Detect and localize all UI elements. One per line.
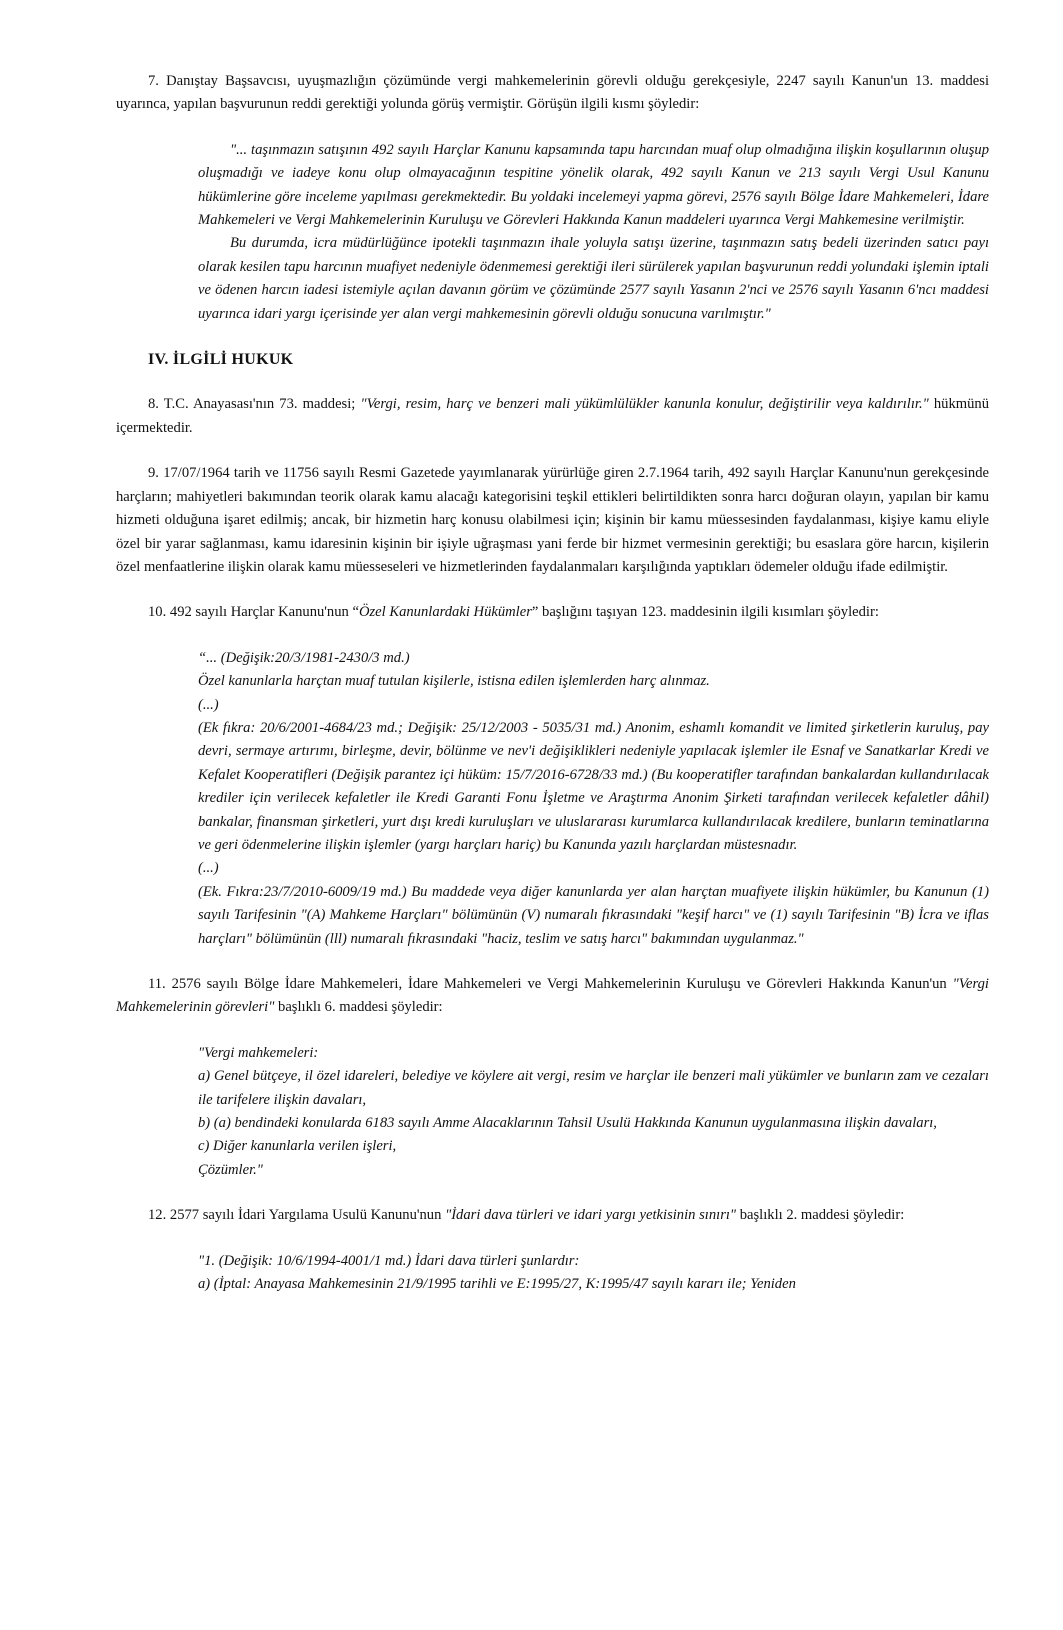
quote-danistay <box>116 139 989 326</box>
quote-line: (...) <box>198 696 219 713</box>
paragraph-10-before: 10. 492 sayılı Harçlar Kanunu'nun “ <box>148 604 359 621</box>
paragraph-9 <box>116 462 989 579</box>
paragraph-12-after: başlıklı 2. maddesi şöyledir: <box>736 1207 905 1224</box>
quote-line: (Ek. Fıkra:23/7/2010-6009/19 md.) Bu maddede veya diğer kanunlarda yer alan harçtan muafiyete ilişkin hükümler, bu Kanunun (1) sayılı Tarifesinin "(A) Mahkeme Harçları" bölümünün (V) numaralı fıkrasındaki "keşif harcı" ve (1) sayılı Tarifesinin "B) İcra ve iflas harçları" bölümünün (lll) numaralı fıkrasındaki "haciz, teslim ve satış harcı" bakımından uygulanmaz." <box>198 883 989 947</box>
paragraph-11-after: başlıklı 6. maddesi şöyledir: <box>274 999 443 1016</box>
quote-line: a) (İptal: Anayasa Mahkemesinin 21/9/1995 tarihli ve E:1995/27, K:1995/47 sayılı kararı ile; Yeniden <box>198 1276 796 1293</box>
quote-line: a) Genel bütçeye, il özel idareleri, belediye ve köylere ait vergi, resim ve harçlar ile benzeri mali yükümler ve bunların zam ve cezaları ile tarifelere ilişkin davaları, <box>198 1068 989 1108</box>
paragraph-7-text: 7. Danıştay Başsavcısı, uyuşmazlığın çözümünde vergi mahkemelerinin görevli olduğu gerekçesiyle, 2247 sayılı Kanun'un 13. maddesi uyarınca, yapılan başvurunun reddi gerektiği yolunda görüş vermiştir. Görüşün ilgili kısmı şöyledir: <box>116 73 989 113</box>
quote-line: Özel kanunlarla harçtan muaf tutulan kişilerle, istisna edilen işlemlerden harç alınmaz. <box>198 673 710 690</box>
paragraph-8-before: 8. T.C. Anayasası'nın 73. maddesi; <box>148 396 361 413</box>
paragraph-10 <box>116 601 989 951</box>
paragraph-12 <box>116 1204 989 1296</box>
paragraph-11 <box>116 973 989 1182</box>
quote-line: "Vergi mahkemeleri: <box>198 1044 319 1061</box>
paragraph-8-quote: "Vergi, resim, harç ve benzeri mali yükümlülükler kanunla konulur, değiştirilir veya kaldırılır." <box>360 396 929 413</box>
paragraph-8-after: hükmünü içermektedir. <box>116 396 990 436</box>
quote-line: “... (Değişik:20/3/1981-2430/3 md.) <box>198 649 410 666</box>
quote-danistay-part1: "... taşınmazın satışının 492 sayılı Harçlar Kanunu kapsamında tapu harcından muaf olup olmadığına ilişkin koşullarının oluşup oluşmadığı ve iadeye konu olup olmayacağının tespitine yönelik olarak, 492 sayılı Kanun ve 213 sayılı Vergi Usul Kanunu hükümlerine göre inceleme yapılması gerekmektedir. Bu yoldaki incelemeyi yapma görevi, 2576 sayılı Bölge İdare Mahkemeleri, İdare Mahkemeleri ve Vergi Mahkemelerinin Kuruluşu ve Görevleri Hakkında Kanun maddeleri uyarınca Vergi Mahkemesine verilmiştir. <box>198 141 989 229</box>
paragraph-11-title: "Vergi Mahkemelerinin görevleri" <box>116 976 989 1016</box>
section-heading: IV. İLGİLİ HUKUK <box>148 351 294 369</box>
quote-2577-article-2 <box>116 1250 989 1297</box>
quote-line: (Ek fıkra: 20/6/2001-4684/23 md.; Değişik: 25/12/2003 - 5035/31 md.) Anonim, eshamlı komandit ve limited şirketlerin kuruluş, pay devri, sermaye artırımı, birleşme, devir, bölünme ve nev'i değişiklikleri nedeniyle yapılacak işlemler ile Esnaf ve Sanatkarlar Kredi ve Kefalet Kooperatifleri (Değişik parantez içi hüküm: 15/7/2016-6728/33 md.) (Bu kooperatifler tarafından bankalardan kullandırılacak krediler için verilecek kefaletler ile Kredi Garanti Fonu İşletme ve Araştırma Anonim Şirketi tarafından verilecek kefaletler dâhil) bankalar, finansman şirketleri, yurt dışı kredi kuruluşları ve uluslararası kurumlarca kullandırılacak kredilere, bunların teminatlarına ve geri ödenmelerine ilişkin işlemler (yargı harçları hariç) bu Kanunda yazılı harçlardan müstesnadır. <box>198 719 989 853</box>
paragraph-11-before: 11. 2576 sayılı Bölge İdare Mahkemeleri, İdare Mahkemeleri ve Vergi Mahkemelerinin Kuruluşu ve Görevleri Hakkında Kanun'un <box>148 976 953 992</box>
quote-line: c) Diğer kanunlarla verilen işleri, <box>198 1138 397 1155</box>
paragraph-9-text: 9. 17/07/1964 tarih ve 11756 sayılı Resmi Gazetede yayımlanarak yürürlüğe giren 2.7.1964 tarih, 492 sayılı Harçlar Kanunu'nun gerekçesinde harçların; mahiyetleri bakımından teorik olarak kamu alacağı kategorisini teşkil ettikleri belirtildikten sonra harcı doğuran olayın, yapılan bir kamu hizmeti olduğuna işaret edilmiş; ancak, bir hizmetin harç konusu olabilmesi için; kişinin bir kamu müessesinden faydalanması, kişiye kamu eliyle özel bir yarar sağlanması, kamu idaresinin kişinin bir işiyle uğraşması yani ferde bir hizmet vermesinin gerektiği; bu esaslara göre harcın, kişilerin özel menfaatlerine ilişkin olarak kamu müesseseleri ve hizmetlerinden faydalanmaları karşılığında yaptıkları ödemeler olduğu ifade edilmiştir. <box>116 465 989 575</box>
paragraph-12-before: 12. 2577 sayılı İdari Yargılama Usulü Kanunu'nun <box>148 1207 446 1224</box>
paragraph-10-after: ” başlığını taşıyan 123. maddesinin ilgili kısımları şöyledir: <box>531 604 879 621</box>
paragraph-8 <box>116 393 989 440</box>
quote-line: Çözümler." <box>198 1161 263 1178</box>
quote-2576-article-6 <box>116 1042 989 1182</box>
quote-line: "1. (Değişik: 10/6/1994-4001/1 md.) İdari dava türleri şunlardır: <box>198 1252 580 1269</box>
quote-danistay-part2: Bu durumda, icra müdürlüğünce ipotekli taşınmazın ihale yoluyla satışı üzerine, taşınmazın satış bedeli üzerinden satıcı payı olarak kesilen tapu harcının muafiyet nedeniyle ödenmemesi gerektiği ileri sürülerek yapılan başvurunun reddi yolundaki işlemin iptali ve ödenen harcın iadesi istemiyle açılan davanın görüm ve çözümünde 2577 sayılı Yasanın 2'nci ve 2576 sayılı Yasanın 6'ncı maddesi uyarınca idari yargı içerisinde yer alan vergi mahkemesinin görevli olduğu sonucuna varılmıştır." <box>198 235 989 322</box>
paragraph-7 <box>116 70 989 326</box>
paragraph-12-title: "İdari dava türleri ve idari yargı yetkisinin sınırı" <box>445 1207 737 1224</box>
quote-line: b) (a) bendindeki konularda 6183 sayılı Amme Alacaklarının Tahsil Usulü Hakkında Kanunun uygulanmasına ilişkin davaları, <box>198 1115 937 1132</box>
quote-harclar-123 <box>116 647 989 951</box>
quote-line: (...) <box>198 860 219 877</box>
paragraph-10-title: Özel Kanunlardaki Hükümler <box>358 604 532 621</box>
